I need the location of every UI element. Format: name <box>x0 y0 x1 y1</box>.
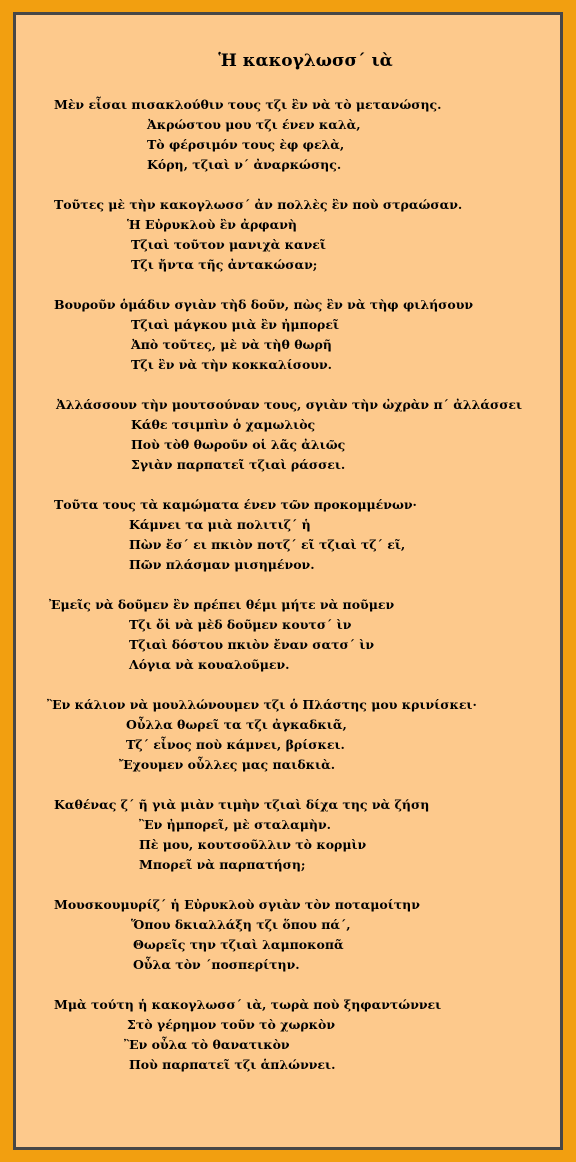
verse-line: Κάθε τσιμπὶν ὁ χαμωλιὸς <box>131 417 316 432</box>
verse-line: Λόγια νὰ κουαλοῦμεν. <box>129 657 290 672</box>
verse-line: Τζιαὶ τοῦτον μανιχὰ κανεῖ <box>131 237 326 252</box>
verse-line: Πὼν ἔσ΄ ει πκιὸν ποτζ΄ εῖ τζιαὶ τζ΄ εῖ, <box>129 537 406 552</box>
verse-line: Ποὺ τὸθ θωροῦν οἱ λᾶς ἀλιῶς <box>131 437 346 452</box>
verse-line: Κάμνει τα μιὰ πολιτιζ΄ ἡ <box>129 517 311 532</box>
verse-line: Τζιαὶ μάγκου μιὰ ἒν ἠμπορεῖ <box>131 317 340 332</box>
poem-frame <box>13 12 563 1150</box>
verse-line: Τζι ὄἰ νὰ μὲδ δοῦμεν κουτσ΄ ὶν <box>129 617 352 632</box>
verse-line: Τζι ἤντα τῆς ἀντακώσαν; <box>131 257 318 272</box>
verse-line: Τζι ἒν νὰ τὴν κοκκαλίσουν. <box>131 357 333 372</box>
verse-line: Ποὺ παρπατεῖ τζι ἁπλώννει. <box>129 1057 336 1072</box>
verse-line: Ὅπου δκιαλλάξη τζι ὅπου πά΄, <box>131 917 351 932</box>
verse-line: Ἀπὸ τοῦτες, μὲ νὰ τὴθ θωρῆ <box>131 337 332 352</box>
verse-line: Ἒν κάλιον νὰ μουλλώνουμεν τζι ὁ Πλάστης μου κρινίσκει· <box>47 697 477 712</box>
verse-line: Οὖλλα θωρεῖ τα τζι ἀγκαδκιᾶ, <box>126 717 347 732</box>
poem-title: Ἡ κακογλωσσ΄ ιὰ <box>218 51 393 71</box>
verse-line: Πῶν πλάσμαν μισημένον. <box>129 557 315 572</box>
verse-line: Ἀκρώστου μου τζι ένεν καλὰ, <box>147 117 361 132</box>
verse-line: Τοῦτες μὲ τὴν κακογλωσσ΄ ἀν πολλὲς ἒν ποὺ στραώσαν. <box>54 197 463 212</box>
verse-line: Οὖλα τὸν ΄ποσπερίτην. <box>133 957 300 972</box>
verse-line: Ἒν ἠμπορεῖ, μὲ σταλαμὴν. <box>139 817 332 832</box>
verse-line: Καθένας ζ΄ ῆ γιὰ μιὰν τιμὴν τζιαὶ δίχα της νὰ ζήση <box>54 797 430 812</box>
verse-line: Κόρη, τζιαὶ ν΄ ἀναρκώσης. <box>147 157 342 172</box>
verse-line: Τζιαὶ δόστου πκιὸν ἔναν σατσ΄ ὶν <box>129 637 375 652</box>
verse-line: Ἐμεῖς νὰ δοῦμεν ἒν πρέπει θέμι μήτε νὰ ποῦμεν <box>49 597 395 612</box>
verse-line: Πὲ μου, κουτσοῦλλιν τὸ κορμὶν <box>139 837 367 852</box>
verse-line: Μουσκουμυρίζ΄ ἡ Εὐρυκλοὺ σγιὰν τὸν ποταμοίτην <box>54 897 420 912</box>
verse-line: Ἡ Εὐρυκλοὺ ἒν ἀρφανὴ <box>127 217 297 232</box>
verse-line: Βουροῦν ὁμάδιν σγιὰν τὴδ δοῦν, πὼς ἒν νὰ τὴφ φιλήσουν <box>54 297 474 312</box>
verse-line: Στὸ γέρημον τοῦν τὸ χωρκὸν <box>127 1017 336 1032</box>
verse-line: Ἒν οὖλα τὸ θανατικὸν <box>124 1037 290 1052</box>
verse-line: Τζ΄ εἶνος ποὺ κάμνει, βρίσκει. <box>126 737 345 752</box>
verse-line: Τοῦτα τους τὰ καμώματα ένεν τῶν προκομμένων· <box>54 497 417 512</box>
verse-line: Ἀλλάσσουν τὴν μουτσούναν τους, σγιὰν τὴν ὠχρὰν π΄ ἀλλάσσει <box>56 397 523 412</box>
verse-line: Μμὰ τούτη ἡ κακογλωσσ΄ ιὰ, τωρὰ ποὺ ξηφαντώννει <box>54 997 442 1012</box>
verse-line: Μὲν εἶσαι πισακλούθιν τους τζι ἒν νὰ τὸ μετανώσης. <box>54 97 442 112</box>
verse-line: Θωρεῖς την τζιαὶ λαμποκοπᾶ <box>133 937 344 952</box>
verse-line: Ἔχουμεν οὖλλες μας παιδκιὰ. <box>119 757 336 772</box>
verse-line: Σγιὰν παρπατεῖ τζιαὶ ράσσει. <box>131 457 346 472</box>
verse-line: Μπορεῖ νὰ παρπατήση; <box>139 857 306 872</box>
verse-line: Τὸ φέρσιμόν τους ὲφ φελὰ, <box>147 137 345 152</box>
